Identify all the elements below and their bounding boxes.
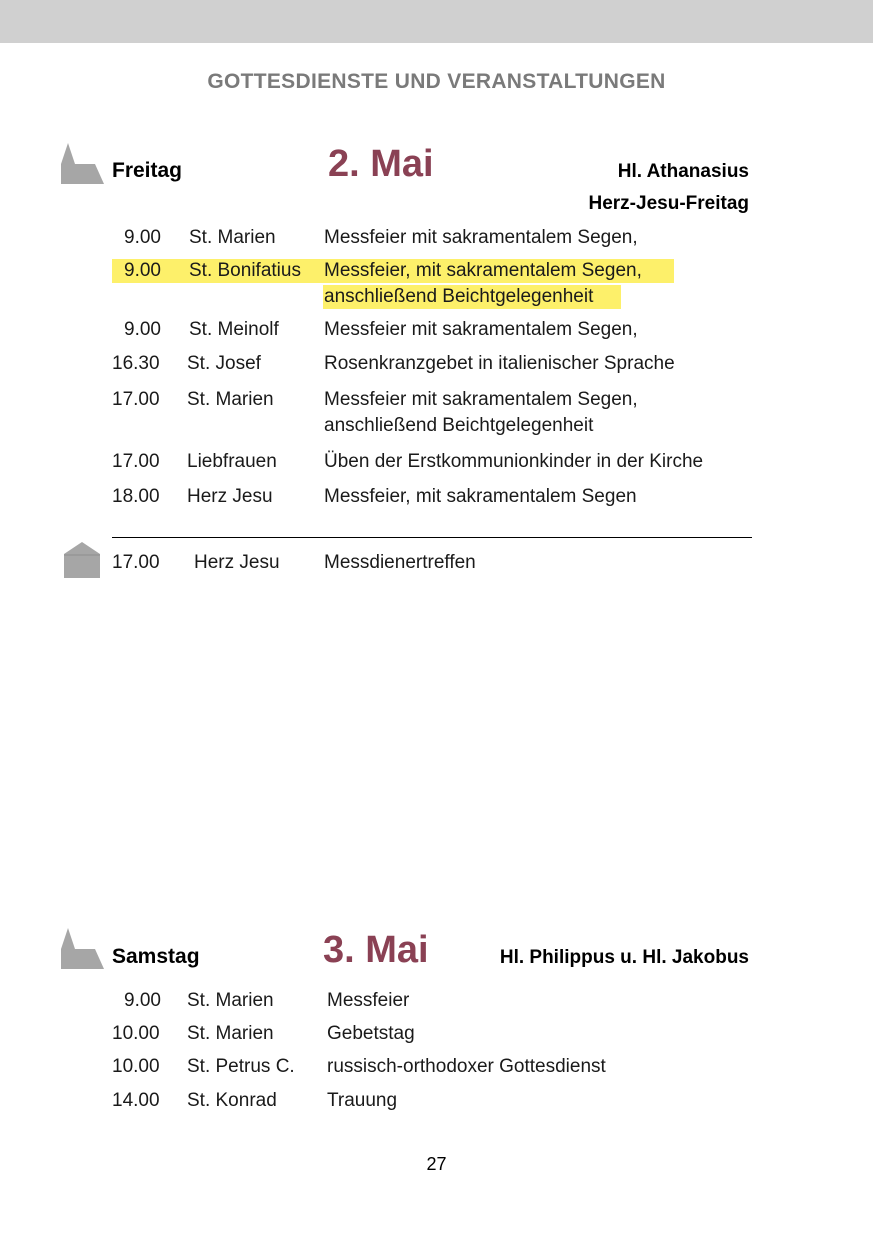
event-description: Trauung — [327, 1090, 398, 1111]
event-time: 9.00 — [124, 990, 161, 1011]
event-place: Liebfrauen — [187, 451, 277, 472]
event-time: 17.00 — [112, 451, 160, 472]
event-place: St. Marien — [187, 1023, 274, 1044]
church-icon — [59, 926, 105, 970]
saint-of-day: Hl. Athanasius — [617, 161, 749, 182]
church-icon — [59, 141, 105, 185]
top-bar — [0, 0, 873, 43]
event-description: Rosenkranzgebet in italienischer Sprache — [324, 353, 675, 374]
event-place: St. Marien — [187, 990, 274, 1011]
event-time: 17.00 — [112, 389, 160, 410]
date-heading: 2. Mai — [328, 143, 434, 185]
event-time: 10.00 — [112, 1023, 160, 1044]
event-time: 9.00 — [124, 319, 161, 340]
event-description: Messfeier, mit sakramentalem Segen, — [324, 260, 642, 281]
event-description: Messfeier mit sakramentalem Segen, — [324, 227, 638, 248]
section-divider — [112, 537, 752, 538]
weekday-label: Samstag — [112, 945, 200, 968]
page-title: GOTTESDIENSTE UND VERANSTALTUNGEN — [207, 70, 666, 93]
event-description: Messfeier mit sakramentalem Segen, — [324, 389, 638, 410]
event-place: St. Meinolf — [189, 319, 279, 340]
event-time: 9.00 — [124, 227, 161, 248]
event-description: Messfeier, mit sakramentalem Segen — [324, 486, 637, 507]
event-place: St. Bonifatius — [189, 260, 301, 281]
event-place: St. Konrad — [187, 1090, 277, 1111]
event-description: anschließend Beichtgelegenheit — [324, 286, 594, 307]
event-place: St. Josef — [187, 353, 261, 374]
event-place: St. Marien — [187, 389, 274, 410]
page-number: 27 — [426, 1154, 447, 1174]
event-place: Herz Jesu — [187, 486, 273, 507]
event-time: 16.30 — [112, 353, 160, 374]
event-time: 9.00 — [124, 260, 161, 281]
parish-hall-icon — [63, 541, 101, 579]
event-place: St. Marien — [189, 227, 276, 248]
event-time: 10.00 — [112, 1056, 160, 1077]
event-place: Herz Jesu — [194, 552, 280, 573]
event-time: 18.00 — [112, 486, 160, 507]
weekday-label: Freitag — [112, 159, 183, 182]
event-time: 17.00 — [112, 552, 160, 573]
event-description: Üben der Erstkommunionkinder in der Kirche — [324, 451, 704, 472]
event-place: St. Petrus C. — [187, 1056, 295, 1077]
event-description: Messfeier mit sakramentalem Segen, — [324, 319, 638, 340]
date-heading: 3. Mai — [323, 929, 429, 971]
event-description: anschließend Beichtgelegenheit — [324, 415, 594, 436]
event-description: Messdienertreffen — [324, 552, 476, 573]
event-description: russisch-orthodoxer Gottesdienst — [327, 1056, 606, 1077]
day-subtitle: Herz-Jesu-Freitag — [588, 193, 749, 214]
saint-of-day: Hl. Philippus u. Hl. Jakobus — [499, 947, 749, 968]
event-description: Messfeier — [327, 990, 410, 1011]
event-time: 14.00 — [112, 1090, 160, 1111]
event-description: Gebetstag — [327, 1023, 415, 1044]
